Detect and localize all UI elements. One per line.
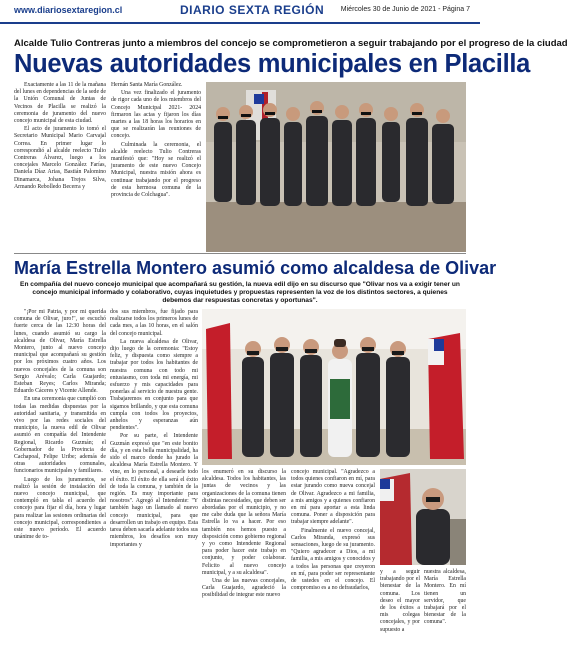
- story1-group-photo: [206, 82, 466, 252]
- paragraph: los enumeró en su discurso la alcaldesa. Todos los habitantes, las juntas de vecinos y las organizaciones de la comuna tienen distintas necesidades, que deben ser abordadas por el municipio, y no me cabe duda que la señora María Estrella lo va a hacer. Por eso también nos hemos puesto a disposición como gobierno regional y yo como Intendente Regional para poder hacer este trabajo en conjunto, y poder colaborar. Felicito al nuevo concejo municipal, y a su alcaldesa".: [202, 469, 286, 576]
- story1-column-2: [111, 82, 201, 252]
- paragraph: El acto de juramento lo tomó el Secretario Municipal Mario Carvajal Correa. En primer lugar lo correspondió al alcalde reelecto Tulio Contreras Álvarez, luego a los concejales Marcelo González Farías, Daniela Díaz Arias, Bastián Palomino Dinamarca, Johana Trejos Silva, Armando Rebolledo Becerra y: [14, 126, 106, 190]
- paragraph: concejo municipal. "Agradezco a todos quienes confiaron en mí, para estar jurando como nueva concejal de Olivar. Agradezco a mi familia, a mis amigos y a quienes confiaron en mí para aportar a esta linda comuna. Poner a disposición para trabajar siempre adelante".: [291, 469, 375, 526]
- paragraph: Luego de los juramentos, se realizó la sesión de instalación del nuevo concejo municipal, que contempló en tabla el acuerdo del concejo para fijar el día, hora y lugar para realizar las sesiones ordinarias del concejo municipal, correspondientes a este nuevo período. El acuerdo unánime de to-: [14, 476, 106, 541]
- issue-date: Miércoles 30 de Junio de 2021 - Página 7: [340, 6, 470, 13]
- paragraph: Exactamente a las 11 de la mañana del lunes en dependencias de la sede de la Unión Comunal de Juntas de Vecinos de Placilla se realizó la ceremonia de juramento del nuevo concejo municipal de esta ciudad.: [14, 82, 106, 125]
- story2-ceremony-photo: [202, 309, 466, 465]
- paragraph: Una de las nuevas concejales, Carla Guajardo, agradeció la posibilidad de integrar este nuevo: [202, 578, 286, 599]
- story2-column-5: [380, 569, 420, 661]
- story1-column-1: [14, 82, 106, 252]
- story1-kicker: Alcalde Tulio Contreras junto a miembros del concejo se comprometieron a seguir trabajando por el progreso de la ciudad: [14, 38, 568, 49]
- paragraph: En una ceremonia que cumplió con todas las medidas dispuestas por la autoridad sanitaria, y transmitida en vivo por las redes sociales del municipio, la nueva edil de Olivar asumió en compañía del Intendente Regional, Ricardo Guzmán; el Gobernador de la Provincia de Cachapoal, Felipe Uribe; además de otras autoridades comunales, funcionarios municipales y familiares.: [14, 396, 106, 475]
- paragraph: "¡Por mi Patria, y por mi querida comuna de Olivar, juro!", se escuchó fuerte cerca de las 12:30 horas del lunes, cuando asumió su cargo la alcaldesa de Olivar, María Estrella Montero, junto al nuevo concejo municipal que acompañará su gestión por los próximos cuatro años. Los nuevos concejales de la comuna son Sergio Arévalo; Carla Guajardo; Esteban Reyes; Carlos Miranda; Eduardo Cáceres y Vicente Allende.: [14, 309, 106, 395]
- story2-column-2: [110, 309, 198, 661]
- paragraph: Hernán Santa María González.: [111, 82, 183, 88]
- paragraph: Culminada la ceremonia, el alcalde reelecto Tulio Contreras manifestó que: "Hoy se realizó el juramento de este nuevo Concejo Municipal, nuestra misión ahora es continuar trabajando por el progreso de esta hermosa comuna de la provincia de Colchagua".: [111, 141, 201, 199]
- paragraph: nuestra alcaldesa, María Estrella Montero. En mí tienen un servidor, que trabajará por el bienestar de la comuna".: [424, 569, 466, 626]
- story2-deck: En compañía del nuevo concejo municipal que acompañará su gestión, la nueva edil dijo en su discurso que "Olivar nos va a exigir tener un concejo municipal informado y colaborativo, cuyas inquietudes y propuestas representen la voz de los distintos sectores, a quienes debemos dar respuestas concretas y oportunas".: [20, 281, 460, 304]
- section-divider: [14, 253, 466, 254]
- page-header: [0, 0, 480, 24]
- paragraph: Finalmente el nuevo concejal, Carlos Miranda, expresó sus sensaciones, luego de su juramento. "Quiero agradecer a Dios, a mi familia, a mis amigos y conocidos y a todos las personas que creyeron en mí, para poder ser representante de ustedes en el concejo. El compromiso es a no defraudarlos,: [291, 527, 375, 592]
- story1-headline: Nuevas autoridades municipales en Placilla: [14, 50, 531, 78]
- story2-column-3: [202, 469, 286, 661]
- story2-headline: María Estrella Montero asumió como alcaldesa de Olivar: [14, 258, 497, 278]
- paragraph: Una vez finalizado el juramento de rigor cada uno de los miembros del Concejo Municipal 2021- 2024 firmaron las actas y fijaron los días martes a las 18 horas los horarios en que se realizarán las reuniones de concejo.: [111, 90, 201, 140]
- paragraph: La nueva alcaldesa de Olivar, dijo luego de la ceremonia: "Estoy feliz, y dispuesta como siempre a trabajar por todos los habitantes de nuestra comuna con todo mi entusiasmo, con toda mi energía, mi esfuerzo y mis capacidades para ponerlas al servicio de nuestra gente. Trabajaremos en conjunto para que sigamos brillando, y que esta comuna cumpla con todos los proyectos, anhelos y esperanzas aún pendientes".: [110, 338, 198, 432]
- newspaper-name: DIARIO SEXTA REGIÓN: [180, 3, 325, 17]
- story2-portrait-photo: [380, 469, 466, 565]
- story2-column-6: [424, 569, 466, 661]
- paragraph: y a seguir trabajando por el bienestar de la comuna. Los deseo el mayor de los éxitos a mis colegas concejales, y por supuesto a: [380, 569, 420, 633]
- paragraph: Por su parte, el Intendente Guzmán expresó que "en este bonito día, y en esta bella municipalidad, ha sido el marco donde ha jurado la alcaldesa María Estrella Montero. Y vine, en lo personal, a desearle todo el éxito. El éxito de ella será el éxito de toda la comuna, y también de la región. Es muy importante para nosotros". Agregó al Intendente: "Y también hago un llamado al nuevo concejo municipal, para que desarrollen un trabajo en equipo. Esta tarea deben sacarla adelante todos sus miembros, los desafíos son muy importantes y: [110, 433, 198, 548]
- story2-column-1: [14, 309, 106, 661]
- story2-column-4: [291, 469, 375, 661]
- site-url[interactable]: www.diariosextaregion.cl: [14, 5, 123, 15]
- paragraph: dos sus miembros, fue fijado para realizarse todos los primeros lunes de cada mes, a las 10 horas, en el salón del concejo municipal.: [110, 309, 198, 337]
